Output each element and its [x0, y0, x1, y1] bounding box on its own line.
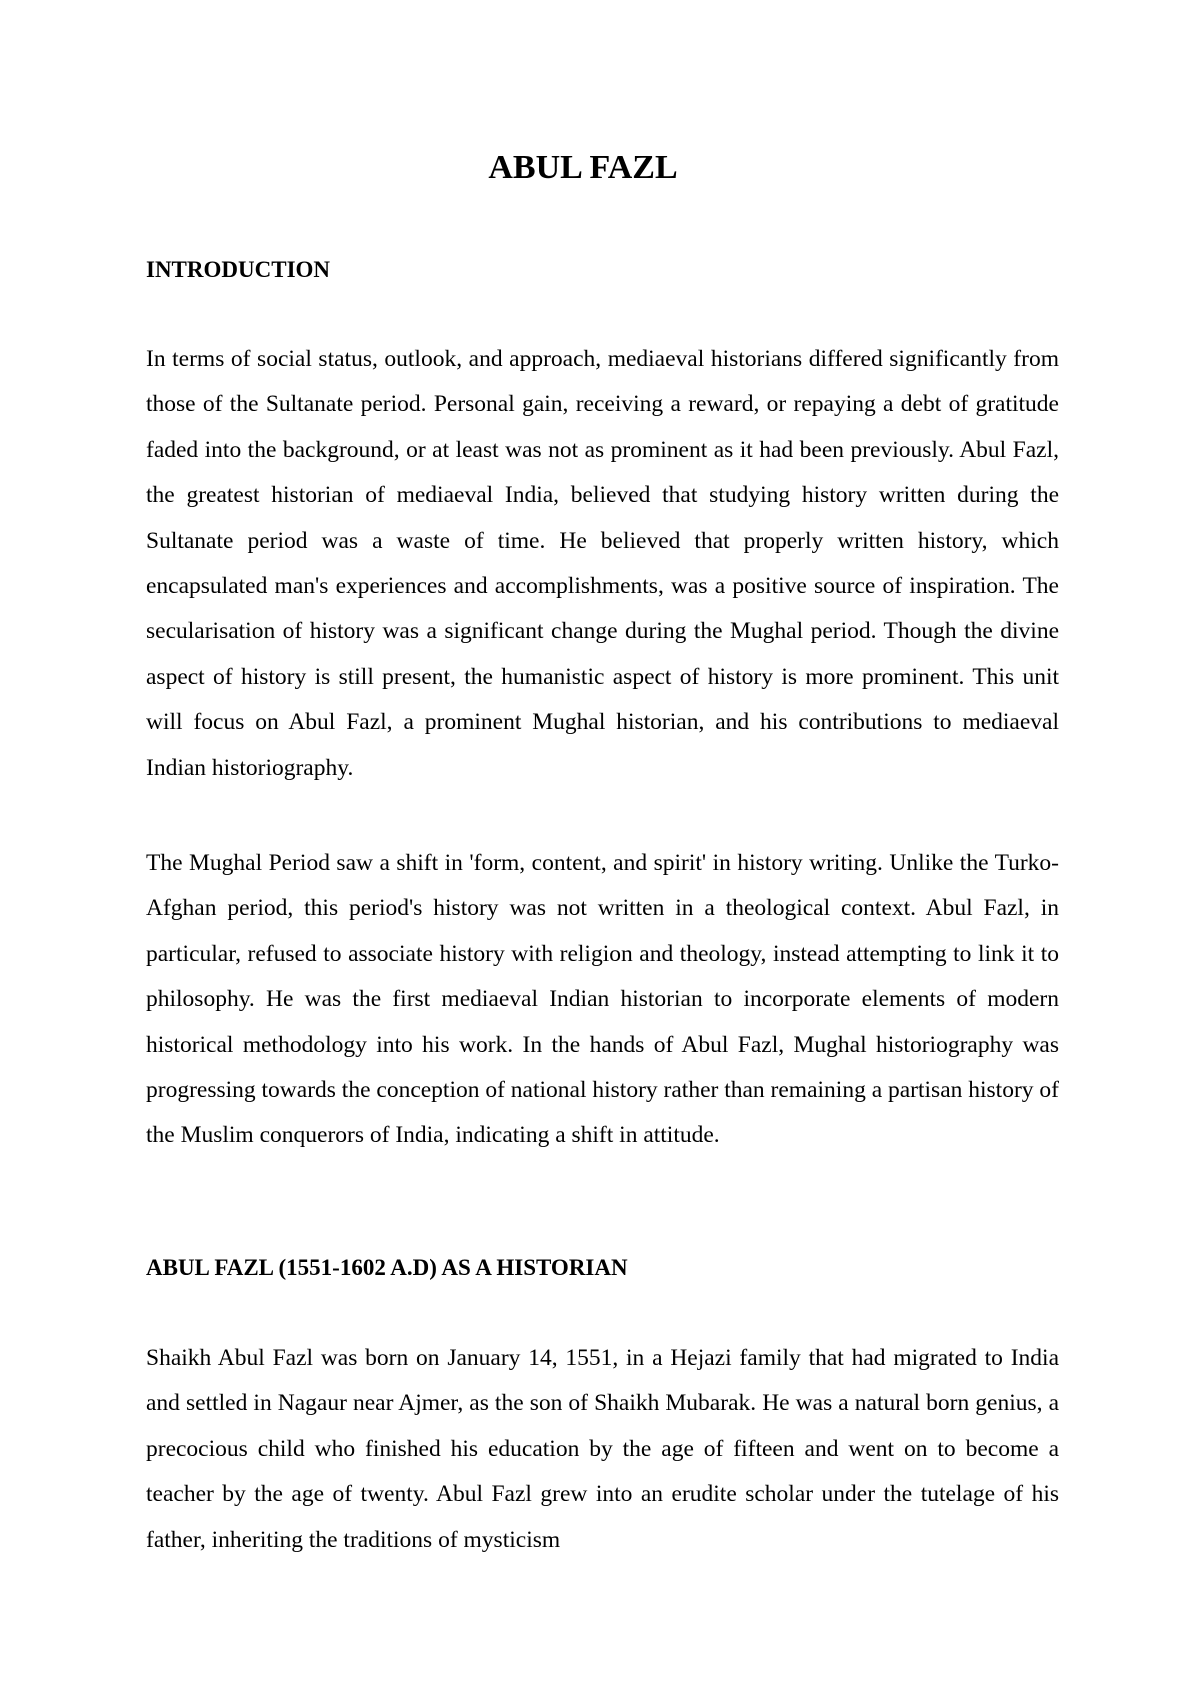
document-title: ABUL FAZL [488, 149, 678, 186]
section-heading-historian: ABUL FAZL (1551-1602 A.D) AS A HISTORIAN [146, 1255, 628, 1280]
introduction-paragraph-1: In terms of social status, outlook, and approach, mediaeval historians differed significantly from those of the Sultanate period. Personal gain, receiving a reward, or repaying a debt of gratitude faded into the background, or at least was not as prominent as it had been previously. Abul Fazl, the greatest historian of mediaeval India, believed that studying history written during the Sultanate period was a waste of time. He believed that properly written history, which encapsulated man's experiences and accomplishments, was a positive source of inspiration. The secularisation of history was a significant change during the Mughal period. Though the divine aspect of history is still present, the humanistic aspect of history is more prominent. This unit will focus on Abul Fazl, a prominent Mughal historian, and his contributions to mediaeval Indian historiography. [146, 346, 1059, 781]
introduction-paragraph-2: The Mughal Period saw a shift in 'form, content, and spirit' in history writing. Unlike the Turko-Afghan period, this period's history was not written in a theological context. Abul Fazl, in particular, refused to associate history with religion and theology, instead attempting to link it to philosophy. He was the first mediaeval Indian historian to incorporate elements of modern historical methodology into his work. In the hands of Abul Fazl, Mughal historiography was progressing towards the conception of national history rather than remaining a partisan history of the Muslim conquerors of India, indicating a shift in attitude. [146, 850, 1059, 1149]
historian-paragraph-1: Shaikh Abul Fazl was born on January 14, 1551, in a Hejazi family that had migrated to India and settled in Nagaur near Ajmer, as the son of Shaikh Mubarak. He was a natural born genius, a precocious child who finished his education by the age of fifteen and went on to become a teacher by the age of twenty. Abul Fazl grew into an erudite scholar under the tutelage of his father, inheriting the traditions of mysticism [146, 1345, 1059, 1553]
section-heading-introduction: INTRODUCTION [146, 257, 331, 282]
